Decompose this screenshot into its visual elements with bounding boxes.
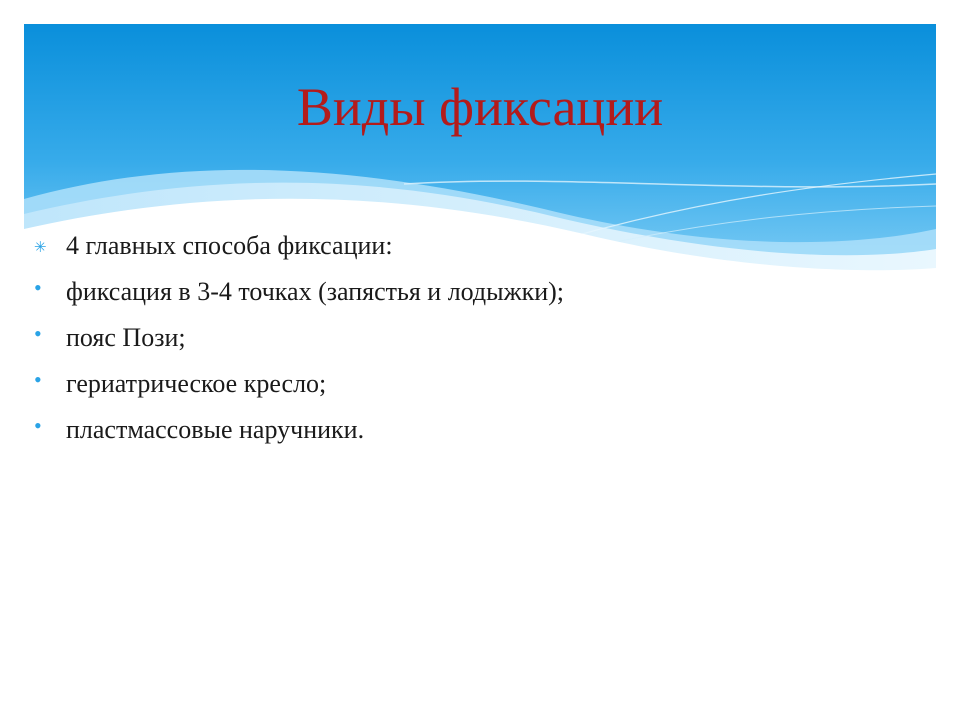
list-item [34, 269, 914, 315]
list-item-text: пояс Пози; [66, 323, 186, 352]
dot-bullet-icon: • [34, 367, 42, 392]
list-item [34, 223, 914, 269]
dot-bullet-icon: • [34, 413, 42, 438]
list-item-text: пластмассовые наручники. [66, 415, 365, 444]
dot-bullet-icon: • [34, 275, 42, 300]
list-item [34, 361, 914, 407]
list-item [34, 315, 914, 361]
bullet-list [34, 223, 914, 453]
list-item-text: гериатрическое кресло; [66, 369, 327, 398]
list-item-text: фиксация в 3-4 точках (запястья и лодыжки); [66, 277, 565, 306]
star-bullet-icon: ✳ [34, 240, 47, 256]
list-item-text: 4 главных способа фиксации: [66, 231, 393, 260]
list-item [34, 407, 914, 453]
dot-bullet-icon: • [34, 321, 42, 346]
slide-title: Виды фиксации [296, 77, 664, 137]
